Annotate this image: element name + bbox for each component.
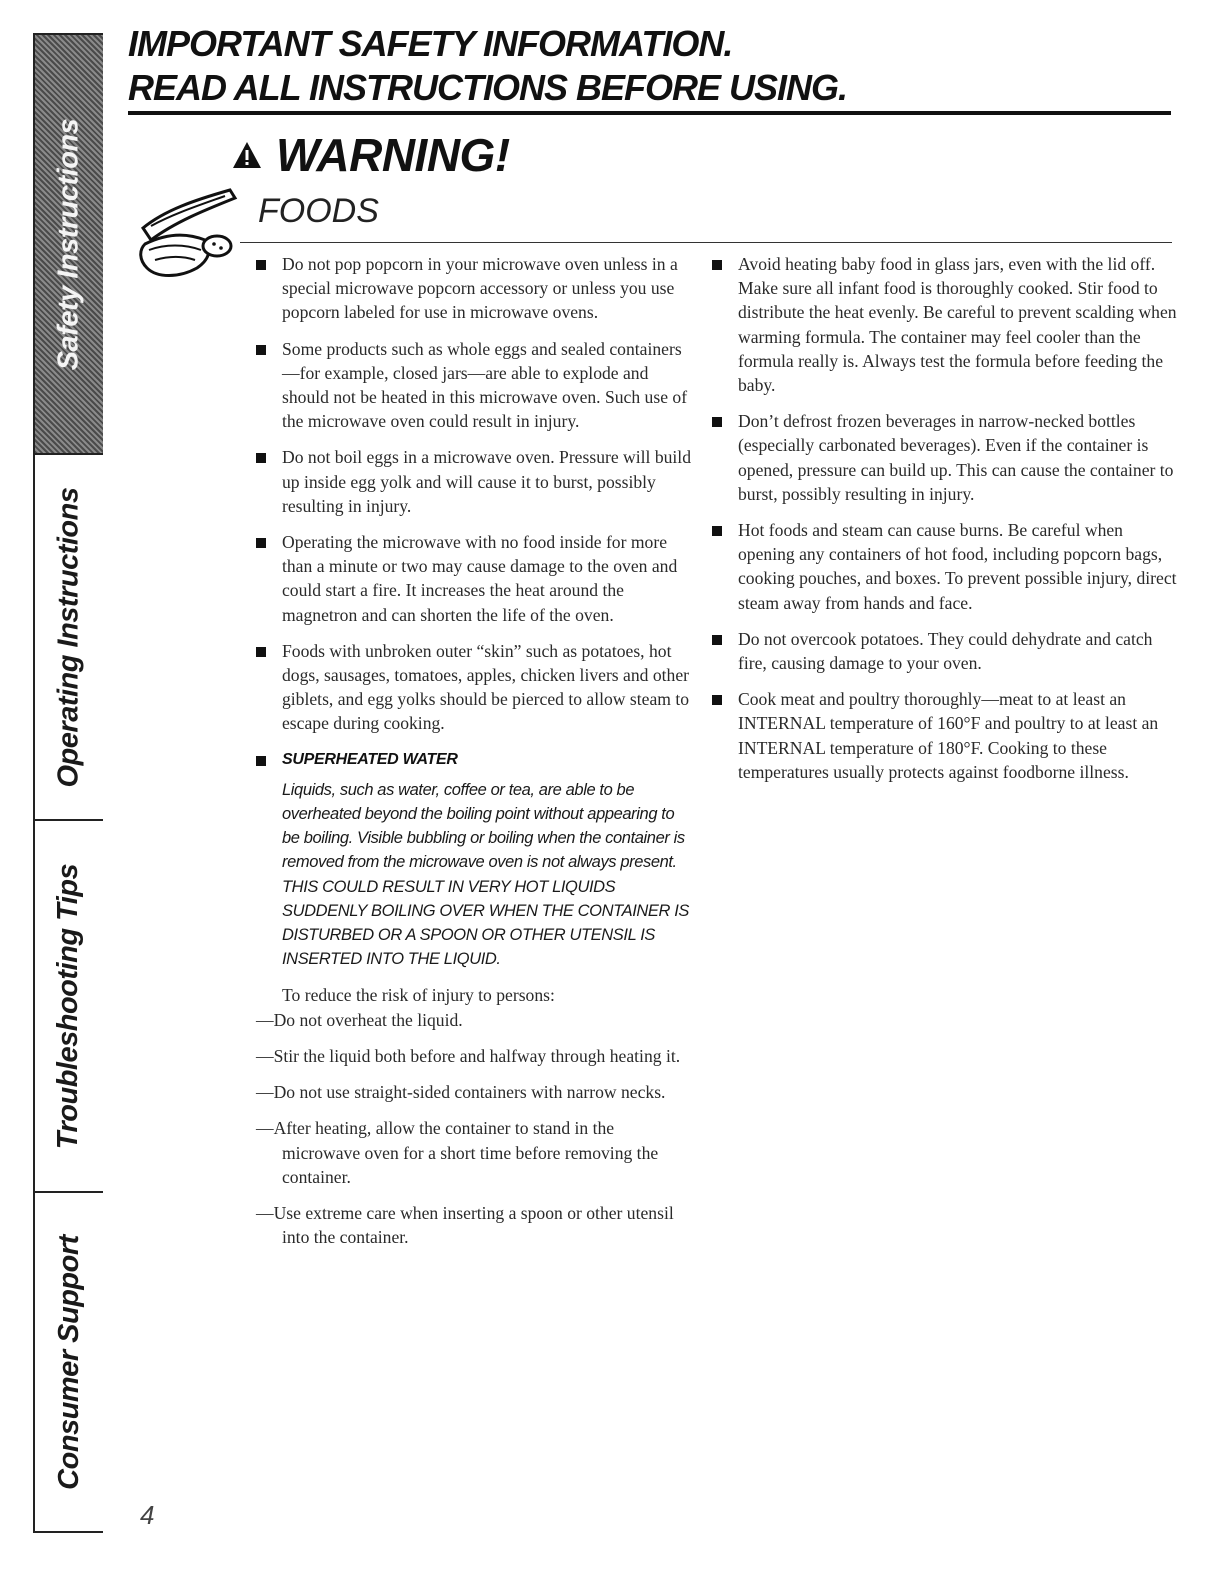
tab-consumer-support[interactable] [35, 1193, 103, 1531]
bullet-text: Do not pop popcorn in your microwave oven unless in a special microwave popcorn accessory or unless you use popcorn labeled for use in microwave ovens. [282, 254, 678, 323]
tab-label: Troubleshooting Tips [52, 863, 85, 1149]
bullet-text: Don’t defrost frozen beverages in narrow-necked bottles (especially carbonated beverages). Even if the container is opened, pressure can build up. This can cause the container to burst, possibly resulting in injury. [738, 411, 1174, 504]
bullet-text: Do not boil eggs in a microwave oven. Pressure will build up inside egg yolk and will cause it to burst, possibly resulting in injury. [282, 447, 691, 516]
bullet-text: Do not overcook potatoes. They could dehydrate and catch fire, causing damage to your oven. [738, 628, 1153, 674]
bullet-text: Some products such as whole eggs and sealed containers—for example, closed jars—are able to explode and should not be heated in this microwave oven. Such use of the microwave oven could result in injury. [282, 338, 688, 432]
dash-item: —After heating, allow the container to stand in the microwave oven for a short time before removing the container. [256, 1118, 659, 1187]
superheated-intro: To reduce the risk of injury to persons: [282, 985, 555, 1006]
section-title: FOODS [258, 192, 379, 230]
tab-operating-instructions[interactable] [35, 455, 103, 821]
bullet-icon [256, 260, 266, 270]
superheated-body: Liquids, such as water, coffee or tea, are able to be overheated beyond the boiling point without appearing to be boiling. Visible bubbling or boiling when the container is removed from the microwave oven is not always present. THIS COULD RESULT IN VERY HOT LIQUIDS SUDDENLY BOILING OVER WHEN THE CONTAINER IS DISTURBED OR A SPOON OR OTHER UTENSIL IS INSERTED INTO THE LIQUID. [282, 780, 689, 969]
list-item [256, 445, 692, 518]
side-tab-strip [33, 33, 103, 1533]
tab-safety-instructions[interactable] [35, 35, 103, 455]
right-column [712, 252, 1178, 796]
list-item [256, 530, 692, 627]
list-item [712, 687, 1178, 784]
header-divider [128, 111, 1171, 115]
dash-item: —Stir the liquid both before and halfway through heating it. [256, 1045, 681, 1066]
superheated-water-block [256, 748, 692, 1008]
warning-triangle-icon [232, 141, 262, 169]
bullet-text: Avoid heating baby food in glass jars, even with the lid off. Make sure all infant food is thoroughly cooked. Stir food to distribute the heat evenly. Be careful to prevent scalding when warming formula. The container may feel cooler than the formula really is. Always test the formula before feeding the baby. [738, 254, 1177, 396]
warning-label: WARNING! [276, 129, 510, 181]
bullet-icon [712, 635, 722, 645]
tab-label: Operating Instructions [52, 487, 85, 787]
list-item [712, 252, 1178, 397]
bullet-text: Operating the microwave with no food inside for more than a minute or two may cause damage to the oven and could start a fire. It increases the heat around the magnetron and can shorten the life of the oven. [282, 532, 678, 625]
bullet-icon [256, 345, 266, 355]
title-line-1: IMPORTANT SAFETY INFORMATION. [128, 23, 733, 64]
list-item [712, 518, 1178, 615]
list-item [256, 639, 692, 736]
list-item [256, 337, 692, 434]
superheated-heading: SUPERHEATED WATER [282, 750, 458, 768]
bullet-text: Foods with unbroken outer “skin” such as potatoes, hot dogs, sausages, tomatoes, apples, chicken livers and other giblets, and egg yolks should be pierced to allow steam to escape during cooking. [282, 640, 690, 734]
page-number: 4 [140, 1500, 155, 1530]
list-item [256, 252, 692, 325]
bullet-icon [712, 417, 722, 427]
dash-item: —Do not use straight-sided containers with narrow necks. [256, 1082, 666, 1103]
bullet-icon [256, 538, 266, 548]
bullet-icon [256, 756, 266, 766]
title-line-2: READ ALL INSTRUCTIONS BEFORE USING. [128, 67, 848, 108]
warning-heading [232, 128, 510, 182]
bullet-icon [712, 260, 722, 270]
dash-item: —Use extreme care when inserting a spoon or other utensil into the container. [256, 1202, 674, 1248]
bullet-icon [712, 695, 722, 705]
tab-label: Safety Instructions [52, 118, 85, 370]
bullet-icon [256, 647, 266, 657]
list-item [712, 409, 1178, 506]
bullet-text: Hot foods and steam can cause burns. Be careful when opening any containers of hot food, including popcorn bags, cooking pouches, and boxes. To prevent possible injury, direct steam away from hands and face. [738, 520, 1177, 613]
bullet-icon [712, 526, 722, 536]
food-icon [135, 188, 245, 283]
page-title [128, 22, 1168, 110]
section-divider [240, 242, 1172, 243]
dash-item: —Do not overheat the liquid. [256, 1009, 463, 1030]
tab-label: Consumer Support [52, 1234, 85, 1490]
list-item [712, 627, 1178, 675]
left-column [256, 252, 692, 1249]
bullet-text: Cook meat and poultry thoroughly—meat to at least an INTERNAL temperature of 160°F and poultry to at least an INTERNAL temperature of 180°F. Cooking to these temperatures usually protects against foodborne illness. [738, 689, 1159, 782]
bullet-icon [256, 453, 266, 463]
tab-troubleshooting-tips[interactable] [35, 821, 103, 1193]
